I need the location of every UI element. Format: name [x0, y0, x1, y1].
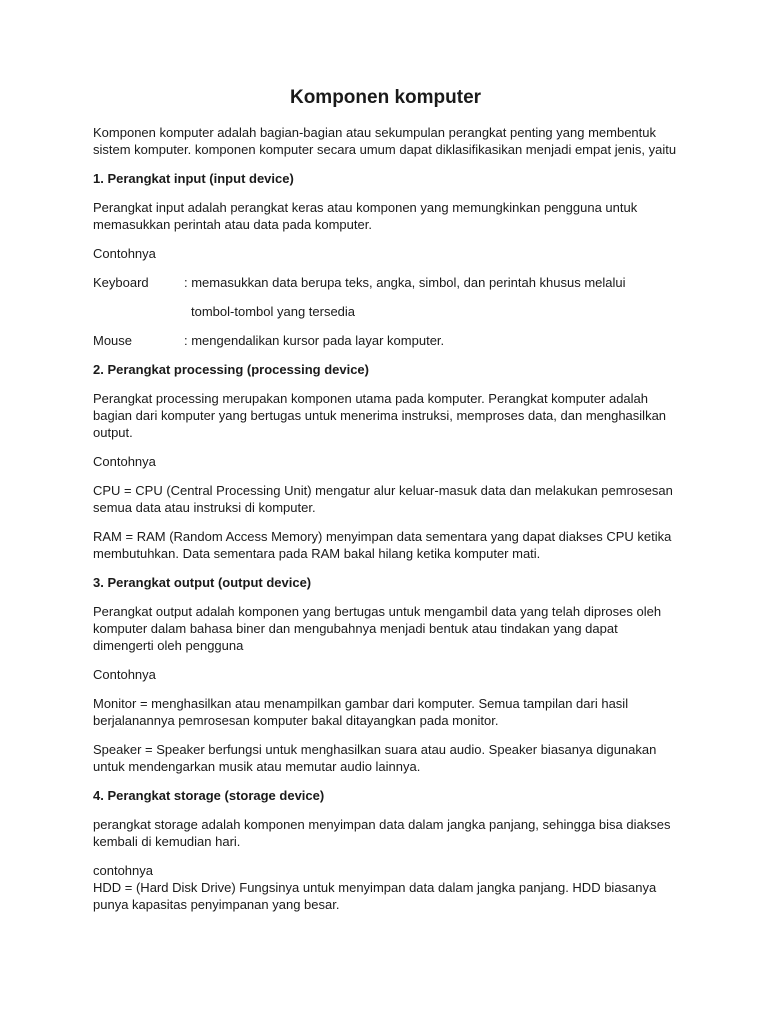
document-page — [93, 86, 678, 925]
definition-desc-keyboard-continued: tombol-tombol yang tersedia — [191, 304, 356, 319]
definition-row-mouse — [93, 332, 678, 349]
definition-desc-mouse: : mengendalikan kursor pada layar komputer. — [184, 333, 445, 348]
examples-label-storage: contohnya — [93, 863, 153, 878]
examples-label-processing: Contohnya — [93, 454, 156, 469]
section-body-output: Perangkat output adalah komponen yang bertugas untuk mengambil data yang telah diproses oleh komputer dalam bahasa biner dan mengubahnya menjadi bentuk atau tindakan yang dapat dimengerti oleh pengguna — [93, 604, 662, 653]
example-paragraph-ram: RAM = RAM (Random Access Memory) menyimpan data sementara yang dapat diakses CPU ketika membutuhkan. Data sementara pada RAM bakal hilang ketika komputer mati. — [93, 529, 672, 561]
example-paragraph-cpu: CPU = CPU (Central Processing Unit) mengatur alur keluar-masuk data dan melakukan pemrosesan semua data atau instruksi di komputer. — [93, 483, 673, 515]
definition-desc-keyboard: : memasukkan data berupa teks, angka, simbol, dan perintah khusus melalui — [184, 275, 626, 290]
definition-term-keyboard: Keyboard — [93, 275, 149, 290]
example-paragraph-speaker: Speaker = Speaker berfungsi untuk menghasilkan suara atau audio. Speaker biasanya digunakan untuk mendengarkan musik atau memutar audio lainnya. — [93, 742, 657, 774]
definition-row-keyboard — [93, 274, 678, 291]
section-body-processing: Perangkat processing merupakan komponen utama pada komputer. Perangkat komputer adalah bagian dari komputer yang bertugas untuk menerima instruksi, memproses data, dan menghasilkan output. — [93, 391, 667, 440]
section-body-storage: perangkat storage adalah komponen menyimpan data dalam jangka panjang, sehingga bisa diakses kembali di kemudian hari. — [93, 817, 671, 849]
section-heading-processing: 2. Perangkat processing (processing device) — [93, 362, 369, 377]
section-heading-input: 1. Perangkat input (input device) — [93, 171, 294, 186]
intro-paragraph: Komponen komputer adalah bagian-bagian atau sekumpulan perangkat penting yang membentuk sistem komputer. komponen komputer secara umum dapat diklasifikasikan menjadi empat jenis, yaitu — [93, 125, 677, 157]
section-heading-output: 3. Perangkat output (output device) — [93, 575, 312, 590]
examples-label-output: Contohnya — [93, 667, 156, 682]
section-heading-storage: 4. Perangkat storage (storage device) — [93, 788, 325, 803]
section-body-input: Perangkat input adalah perangkat keras atau komponen yang memungkinkan pengguna untuk memasukkan perintah atau data pada komputer. — [93, 200, 638, 232]
example-paragraph-hdd: HDD = (Hard Disk Drive) Fungsinya untuk menyimpan data dalam jangka panjang. HDD biasanya punya kapasitas penyimpanan yang besar. — [93, 880, 657, 912]
example-paragraph-monitor: Monitor = menghasilkan atau menampilkan gambar dari komputer. Semua tampilan dari hasil berjalanannya pemrosesan komputer bakal ditayangkan pada monitor. — [93, 696, 629, 728]
document-title: Komponen komputer — [289, 87, 482, 108]
examples-label-input: Contohnya — [93, 246, 156, 261]
definition-term-mouse: Mouse — [93, 333, 133, 348]
